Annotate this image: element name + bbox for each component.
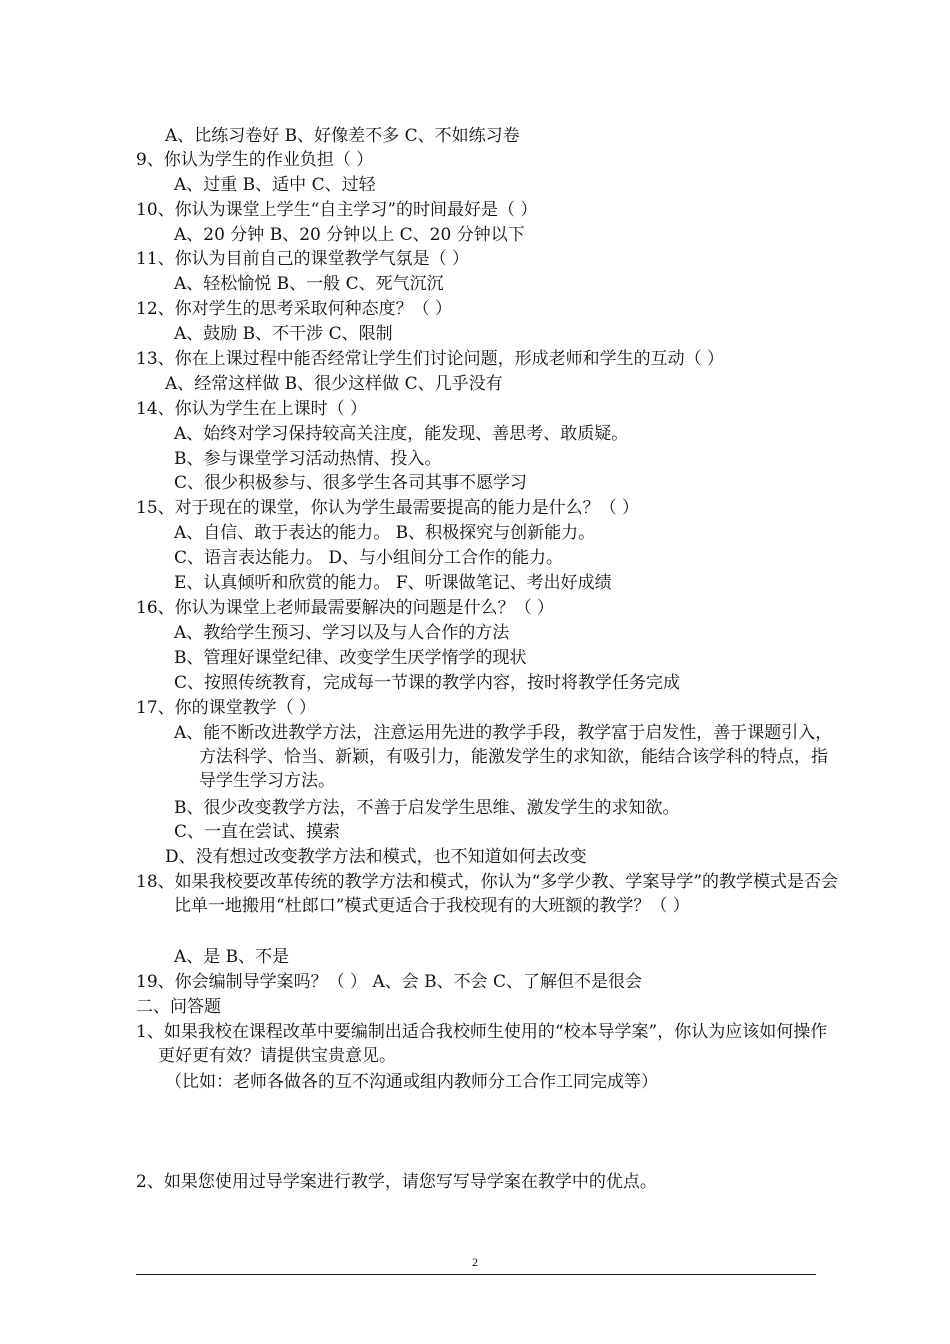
q14-option-b: B、参与课堂学习活动热情、投入。 — [174, 449, 442, 469]
qa-question-1-hint: （比如：老师各做各的互不沟通或组内教师分工合作工同完成等） — [165, 1072, 658, 1092]
question-15: 15、对于现在的课堂，你认为学生最需要提高的能力是什么？（ ） — [136, 498, 640, 518]
question-12: 12、你对学生的思考采取何种态度？（ ） — [136, 299, 453, 319]
q14-option-c: C、很少积极参与、很多学生各司其事不愿学习 — [174, 473, 528, 493]
question-9: 9、你认为学生的作业负担（ ） — [136, 150, 374, 170]
question-19: 19、你会编制导学案吗？（ ） A、会 B、不会 C、了解但不是很会 — [136, 972, 643, 992]
question-13: 13、你在上课过程中能否经常让学生们讨论问题，形成老师和学生的互动（ ） — [136, 349, 725, 369]
q11-options: A、轻松愉悦 B、一般 C、死气沉沉 — [174, 274, 444, 294]
question-17: 17、你的课堂教学（ ） — [136, 698, 317, 718]
q14-option-a: A、始终对学习保持较高关注度，能发现、善思考、敢质疑。 — [174, 424, 629, 444]
q13-options: A、经常这样做 B、很少这样做 C、几乎没有 — [165, 374, 503, 394]
q17-option-c: C、一直在尝试、摸索 — [174, 822, 341, 842]
q15-options-ab: A、自信、敢于表达的能力。 B、积极探究与创新能力。 — [174, 523, 596, 543]
q16-option-a: A、教给学生预习、学习以及与人合作的方法 — [174, 623, 510, 643]
question-14: 14、你认为学生在上课时（ ） — [136, 399, 368, 419]
q15-options-ef: E、认真倾听和欣赏的能力。 F、听课做笔记、考出好成绩 — [174, 573, 612, 593]
q17-option-d: D、没有想过改变教学方法和模式，也不知道如何去改变 — [165, 847, 587, 867]
q17-option-a: A、能不断改进教学方法，注意运用先进的教学手段，教学富于启发性，善于课题引入，方法科学、恰当、新颖，有吸引力，能激发学生的求知欲，能结合该学科的特点，指导学生学习方法。 — [174, 723, 833, 791]
question-10: 10、你认为课堂上学生“自主学习”的时间最好是（ ） — [136, 200, 538, 220]
question-11: 11、你认为目前自己的课堂教学气氛是（ ） — [136, 249, 470, 269]
q8-options: A、比练习卷好 B、好像差不多 C、不如练习卷 — [165, 126, 520, 146]
q16-option-c: C、按照传统教育，完成每一节课的教学内容，按时将教学任务完成 — [174, 673, 681, 693]
q12-options: A、鼓励 B、不干涉 C、限制 — [174, 324, 393, 344]
q10-options: A、20 分钟 B、20 分钟以上 C、20 分钟以下 — [174, 225, 525, 245]
q18-options: A、是 B、不是 — [174, 947, 290, 967]
q16-option-b: B、管理好课堂纪律、改变学生厌学惰学的现状 — [174, 648, 527, 668]
question-18: 18、如果我校要改革传统的教学方法和模式，你认为“多学少教、学案导学”的教学模式是否会比单一地搬用“杜郎口”模式更适合于我校现有的大班额的教学？（ ） — [136, 872, 839, 916]
qa-question-1: 1、如果我校在课程改革中要编制出适合我校师生使用的“校本导学案”，你认为应该如何操作更好更有效？请提供宝贵意见。 — [136, 1022, 828, 1066]
q15-options-cd: C、语言表达能力。 D、与小组间分工合作的能力。 — [174, 548, 564, 568]
qa-question-2: 2、如果您使用过导学案进行教学，请您写写导学案在教学中的优点。 — [136, 1172, 657, 1192]
page-number: 2 — [472, 1255, 478, 1269]
q9-options: A、过重 B、适中 C、过轻 — [174, 175, 376, 195]
section-heading-qa: 二、问答题 — [136, 997, 221, 1017]
footer-rule — [136, 1274, 816, 1275]
q17-option-b: B、很少改变教学方法，不善于启发学生思维、激发学生的求知欲。 — [174, 798, 680, 818]
question-16: 16、你认为课堂上老师最需要解决的问题是什么？（ ） — [136, 598, 555, 618]
